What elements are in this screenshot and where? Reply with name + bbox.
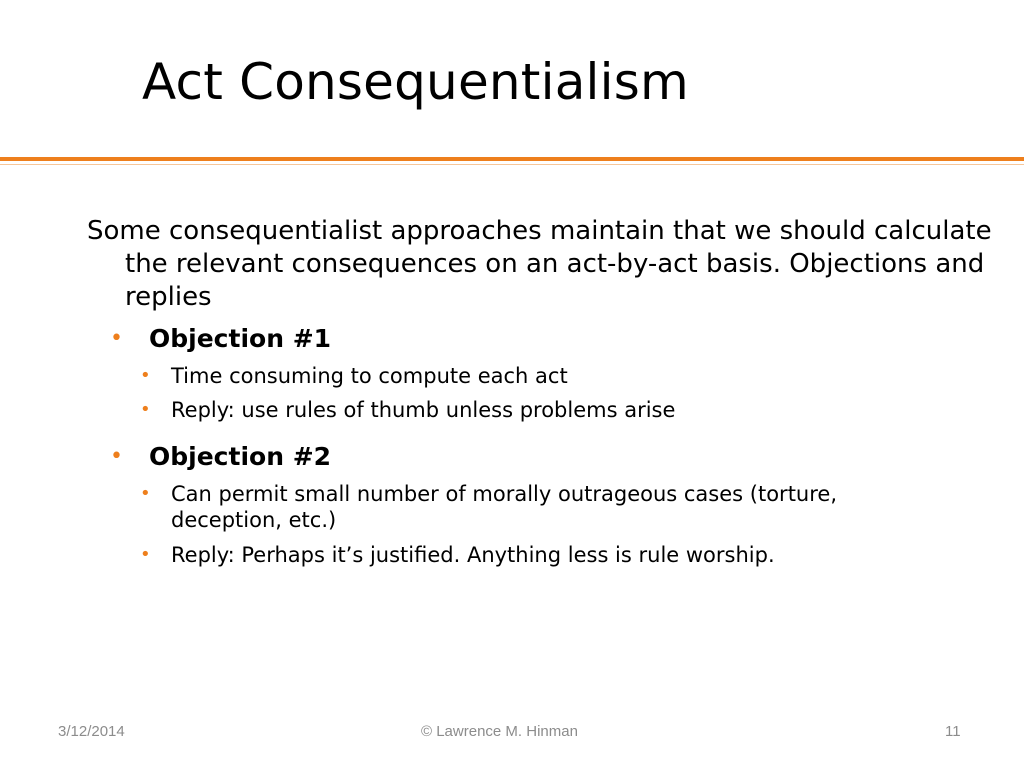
- slide-number: 11: [945, 723, 961, 740]
- objection-1-heading: [110, 324, 331, 354]
- objection-2-heading: [110, 442, 331, 472]
- footer-date: 3/12/2014: [58, 723, 125, 740]
- list-item: [140, 481, 900, 533]
- list-item: [140, 397, 940, 423]
- bullet-icon: •: [140, 544, 151, 565]
- objection-point: Reply: Perhaps it’s justified. Anything less is rule worship.: [171, 543, 775, 567]
- objection-point: Reply: use rules of thumb unless problems arise: [171, 398, 676, 422]
- objection-point: Time consuming to compute each act: [171, 364, 568, 388]
- bullet-icon: •: [140, 483, 151, 504]
- bullet-icon: •: [110, 444, 123, 469]
- bullet-icon: •: [110, 326, 123, 351]
- footer-copyright: © Lawrence M. Hinman: [421, 723, 578, 740]
- list-item: [140, 542, 940, 568]
- list-item: [140, 363, 940, 389]
- title-divider: [0, 157, 1024, 161]
- objection-heading: Objection #2: [149, 442, 332, 471]
- objection-heading: Objection #1: [149, 324, 332, 353]
- bullet-icon: •: [140, 365, 151, 386]
- bullet-icon: •: [140, 399, 151, 420]
- intro-paragraph: Some consequentialist approaches maintain that we should calculate the relevant consequences on an act-by-act basis. Objections and replies: [87, 216, 992, 312]
- slide-title: Act Consequentialism: [142, 53, 689, 111]
- objection-point: Can permit small number of morally outrageous cases (torture, deception, etc.): [171, 482, 838, 532]
